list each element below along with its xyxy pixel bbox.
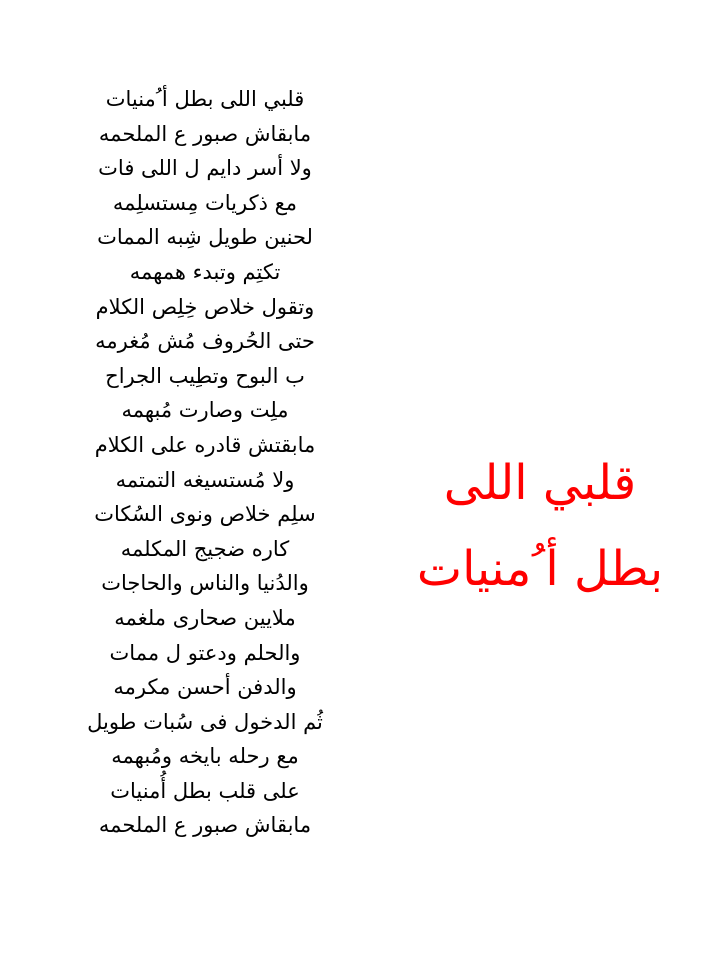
poem-line-8: حتى الحُروف مُش مُغرمه: [95, 329, 315, 354]
poem-line-19: ثُم الدخول فى سُبات طويل: [87, 709, 323, 734]
poem-line-16: ملايين صحارى ملغمه: [114, 605, 296, 630]
title-line-2: بطل أ ُمنيات: [416, 541, 664, 597]
poem-line-5: لحنين طويل شِبه الممات: [97, 225, 313, 250]
poem-line-12: ولا مُستسيغه التمتمه: [115, 467, 295, 492]
poem-line-18: والدفن أحسن مكرمه: [113, 675, 297, 700]
poem-line-21: على قلب بطل أُمنيات: [110, 778, 300, 803]
poem-line-10: ملِت وصارت مُبهمه: [121, 398, 289, 423]
poem-line-14: كاره ضجيج المكلمه: [120, 536, 290, 561]
poem-line-11: مابقتش قادره على الكلام: [94, 432, 316, 457]
poem-line-17: والحلم ودعتو ل ممات: [109, 640, 301, 665]
poem-line-1: قلبي اللى بطل أ ُمنيات: [105, 87, 305, 111]
poem-line-9: ب البوح وتطِيب الجراح: [105, 363, 305, 388]
poem-line-20: مع رحله بايخه ومُبهمه: [111, 744, 299, 769]
poem-line-4: مع ذكريات مِستسلِمه: [112, 190, 298, 215]
poem-line-15: والدُنيا والناس والحاجات: [101, 571, 309, 596]
poem-line-7: وتقول خلاص خِلِص الكلام: [95, 294, 315, 319]
poem-line-2: مابقاش صبور ع الملحمه: [98, 121, 312, 146]
poem-line-13: سلِم خلاص ونوى السُكات: [94, 502, 316, 527]
poem-line-3: ولا أسر دايم ل اللى فات: [98, 156, 312, 181]
poem-line-6: تكتِم وتبدء همهمه: [129, 259, 281, 284]
poem-title: [380, 440, 700, 612]
poem-line-22: مابقاش صبور ع الملحمه: [98, 813, 312, 838]
poem-text: [60, 82, 350, 843]
title-line-1: قلبي اللى: [443, 455, 637, 511]
